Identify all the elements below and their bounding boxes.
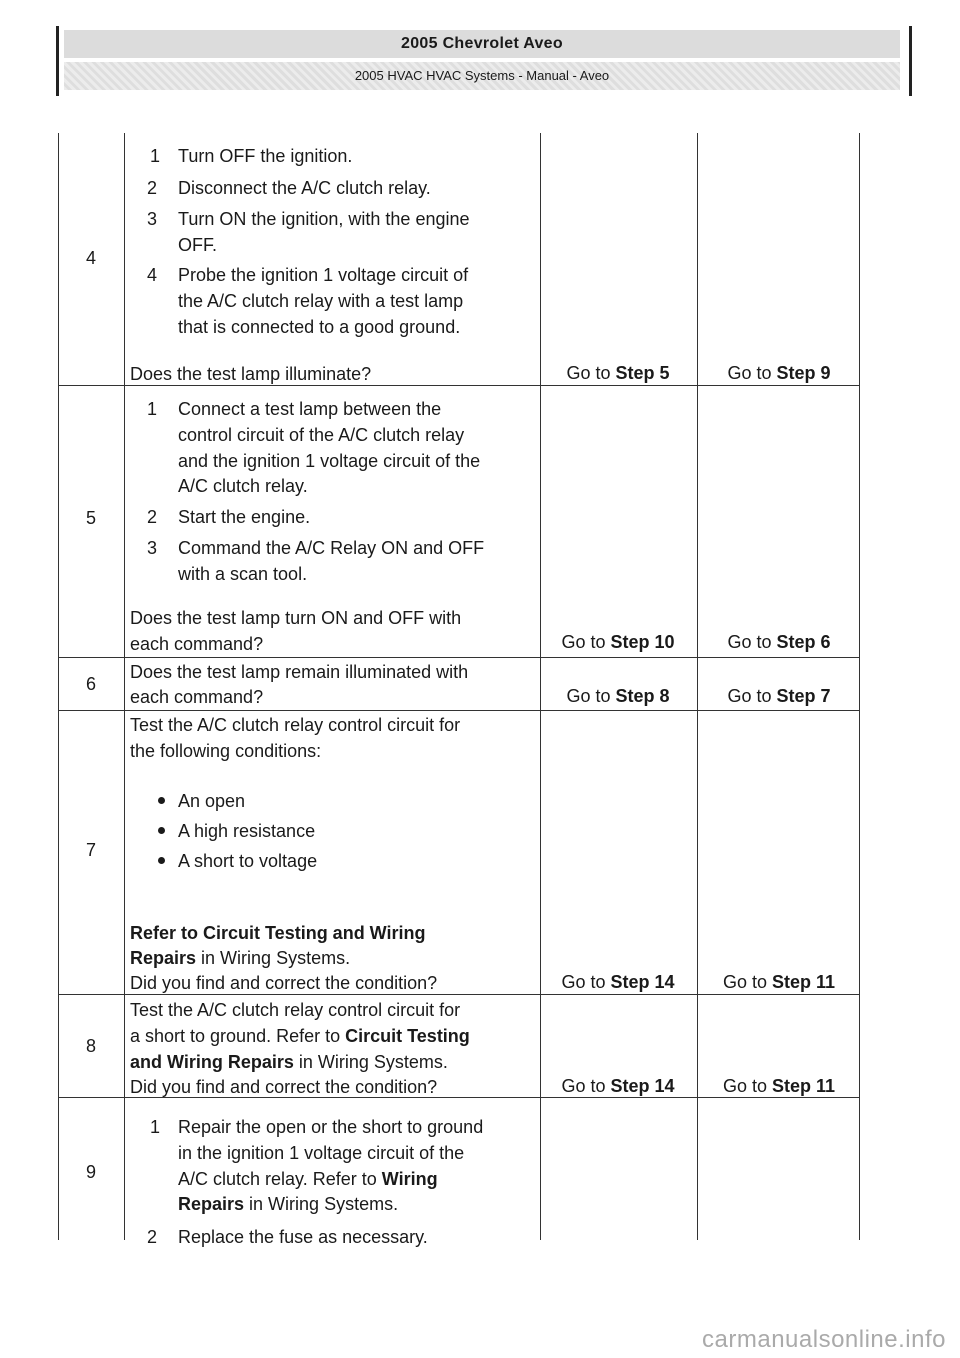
- reference-link[interactable]: Refer to Circuit Testing and Wiring: [130, 923, 426, 943]
- list-item: Replace the fuse as necessary.: [178, 1227, 428, 1247]
- yes-action-link[interactable]: Go to Step 14: [561, 1076, 675, 1096]
- list-item: control circuit of the A/C clutch relay: [178, 425, 465, 445]
- question: Did you find and correct the condition?: [130, 1077, 438, 1097]
- list-item: with a scan tool.: [178, 564, 308, 584]
- instruction: the following conditions:: [130, 741, 322, 761]
- list-number: 2: [147, 1227, 158, 1247]
- bullet-item: A short to voltage: [178, 851, 318, 871]
- question: each command?: [130, 687, 264, 707]
- instruction: Test the A/C clutch relay control circuit for: [130, 1000, 461, 1020]
- yes-action-link[interactable]: Go to Step 8: [566, 686, 670, 706]
- list-number: 1: [150, 1117, 161, 1137]
- question: Did you find and correct the condition?: [130, 973, 438, 993]
- no-action-link[interactable]: Go to Step 9: [727, 363, 831, 383]
- document-title: 2005 Chevrolet Aveo: [64, 30, 900, 58]
- document-subtitle: 2005 HVAC HVAC Systems - Manual - Aveo: [64, 62, 900, 90]
- row-divider: [58, 710, 860, 711]
- list-item: Turn OFF the ignition.: [178, 146, 353, 166]
- no-action-link[interactable]: Go to Step 6: [727, 632, 831, 652]
- list-number: 2: [147, 507, 158, 527]
- list-item: Disconnect the A/C clutch relay.: [178, 178, 431, 198]
- question: Does the test lamp remain illuminated with: [130, 662, 469, 682]
- instruction: Test the A/C clutch relay control circuit for: [130, 715, 461, 735]
- list-item: Probe the ignition 1 voltage circuit of: [178, 265, 469, 285]
- bullet-item: A high resistance: [178, 821, 316, 841]
- no-action-link[interactable]: Go to Step 11: [722, 1076, 836, 1096]
- instruction: a short to ground. Refer to Circuit Testing: [130, 1026, 470, 1046]
- list-item: that is connected to a good ground.: [178, 317, 461, 337]
- reference-text: Repairs in Wiring Systems.: [130, 948, 351, 968]
- watermark: carmanualsonline.info: [702, 1326, 946, 1353]
- step-number: 5: [85, 508, 96, 528]
- instruction: and Wiring Repairs in Wiring Systems.: [130, 1052, 448, 1072]
- step-number: 9: [85, 1162, 96, 1182]
- list-number: 3: [147, 209, 158, 229]
- list-number: 1: [147, 399, 158, 419]
- list-item: Turn ON the ignition, with the engine: [178, 209, 470, 229]
- bullet-item: An open: [178, 791, 246, 811]
- step-number: 7: [85, 840, 96, 860]
- step-number: 4: [85, 248, 96, 268]
- bullet-icon: [158, 857, 165, 864]
- yes-action-link[interactable]: Go to Step 10: [561, 632, 675, 652]
- list-item: Command the A/C Relay ON and OFF: [178, 538, 485, 558]
- list-item: the A/C clutch relay with a test lamp: [178, 291, 464, 311]
- bullet-icon: [158, 797, 165, 804]
- bullet-icon: [158, 827, 165, 834]
- list-item: and the ignition 1 voltage circuit of the: [178, 451, 481, 471]
- table-divider-step: [124, 133, 125, 1240]
- yes-action-link[interactable]: Go to Step 5: [566, 363, 670, 383]
- question: Does the test lamp turn ON and OFF with: [130, 608, 462, 628]
- no-action-link[interactable]: Go to Step 7: [727, 686, 831, 706]
- list-item: A/C clutch relay.: [178, 476, 308, 496]
- question: Does the test lamp illuminate?: [130, 364, 372, 384]
- list-item: Connect a test lamp between the: [178, 399, 442, 419]
- yes-action-link[interactable]: Go to Step 14: [561, 972, 675, 992]
- no-action-link[interactable]: Go to Step 11: [722, 972, 836, 992]
- list-number: 3: [147, 538, 158, 558]
- step-number: 6: [85, 674, 96, 694]
- list-item: in the ignition 1 voltage circuit of the: [178, 1143, 465, 1163]
- step-number: 8: [85, 1036, 96, 1056]
- question: each command?: [130, 634, 264, 654]
- list-item: OFF.: [178, 235, 217, 255]
- list-item: Repairs in Wiring Systems.: [178, 1194, 399, 1214]
- list-item: Repair the open or the short to ground: [178, 1117, 484, 1137]
- list-item: A/C clutch relay. Refer to Wiring: [178, 1169, 438, 1189]
- list-item: Start the engine.: [178, 507, 311, 527]
- list-number: 2: [147, 178, 158, 198]
- list-number: 4: [147, 265, 158, 285]
- row-divider: [58, 657, 860, 658]
- list-number: 1: [150, 146, 161, 166]
